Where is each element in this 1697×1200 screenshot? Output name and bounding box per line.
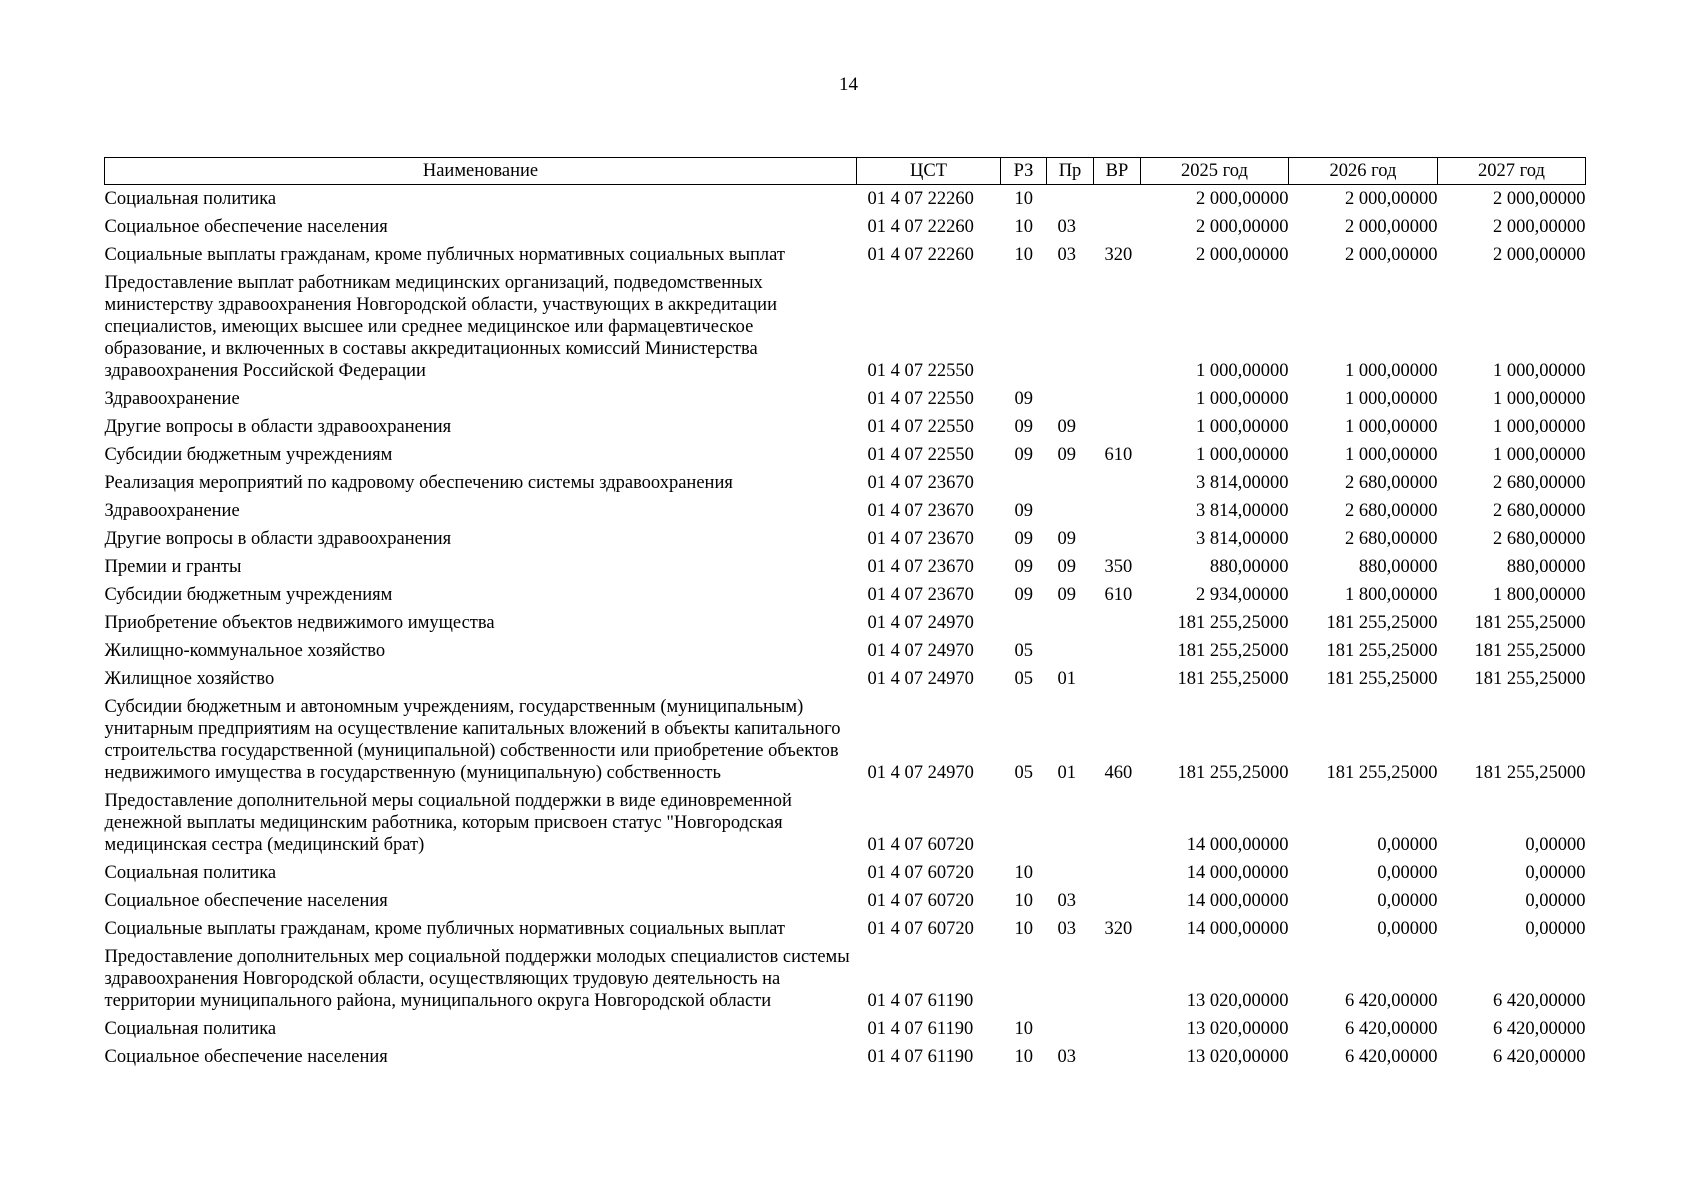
- cell-2027: 6 420,00000: [1493, 1047, 1586, 1067]
- cell-2025: 1 000,00000: [1196, 361, 1289, 381]
- cell-2026: 1 000,00000: [1345, 445, 1438, 465]
- cell-2025: 14 000,00000: [1186, 891, 1289, 911]
- cell-rz: 09: [1014, 501, 1033, 521]
- cell-name: Субсидии бюджетным учреждениям: [104, 445, 393, 465]
- page-number: 14: [839, 74, 858, 95]
- cell-cst: 01 4 07 60720: [867, 891, 974, 911]
- cell-2027: 0,00000: [1525, 919, 1586, 939]
- cell-pr: [1047, 637, 1094, 665]
- cell-vr: 320: [1104, 245, 1133, 265]
- cell-2026: 181 255,25000: [1326, 641, 1438, 661]
- cell-rz: 10: [1014, 863, 1033, 883]
- cell-rz: 10: [1014, 217, 1033, 237]
- cell-name: Жилищно-коммунальное хозяйство: [104, 641, 386, 661]
- cell-2026: 1 000,00000: [1345, 389, 1438, 409]
- cell-pr: 09: [1057, 529, 1076, 549]
- cell-cst: 01 4 07 23670: [867, 473, 974, 493]
- table-row: [105, 469, 1586, 497]
- cell-name: Социальные выплаты гражданам, кроме публичных нормативных социальных выплат: [104, 245, 785, 265]
- cell-name: Жилищное хозяйство: [104, 669, 275, 689]
- header-row: [105, 158, 1586, 185]
- cell-cst: 01 4 07 23670: [867, 529, 974, 549]
- cell-cst: 01 4 07 60720: [867, 863, 974, 883]
- cell-rz: 10: [1014, 919, 1033, 939]
- cell-rz: 09: [1014, 445, 1033, 465]
- cell-2027: 181 255,25000: [1474, 669, 1586, 689]
- table-body: [105, 185, 1586, 1072]
- cell-name: Социальная политика: [104, 189, 277, 209]
- cell-2026: 2 680,00000: [1345, 529, 1438, 549]
- cell-cst: 01 4 07 23670: [867, 585, 974, 605]
- cell-pr: [1047, 497, 1094, 525]
- cell-2025: 3 814,00000: [1196, 473, 1289, 493]
- cell-2025: 3 814,00000: [1196, 529, 1289, 549]
- cell-2025: 2 000,00000: [1196, 245, 1289, 265]
- cell-2027: 2 680,00000: [1493, 501, 1586, 521]
- cell-cst: 01 4 07 23670: [867, 501, 974, 521]
- cell-2025: 14 000,00000: [1186, 863, 1289, 883]
- cell-pr: 09: [1057, 445, 1076, 465]
- table-row: [105, 185, 1586, 214]
- cell-2026: 0,00000: [1377, 891, 1438, 911]
- cell-rz: 05: [1014, 669, 1033, 689]
- table-row: [105, 413, 1586, 441]
- cell-pr: [1047, 1015, 1094, 1043]
- cell-2025: 14 000,00000: [1186, 835, 1289, 855]
- cell-vr: [1094, 943, 1141, 1015]
- cell-vr: [1094, 1043, 1141, 1071]
- cell-rz: 10: [1014, 1047, 1033, 1067]
- cell-vr: [1094, 213, 1141, 241]
- cell-name: Реализация мероприятий по кадровому обеспечению системы здравоохранения: [104, 473, 733, 493]
- table-row: [105, 497, 1586, 525]
- cell-rz: 09: [1014, 585, 1033, 605]
- cell-vr: [1094, 787, 1141, 859]
- cell-2025: 1 000,00000: [1196, 417, 1289, 437]
- table-row: [105, 609, 1586, 637]
- cell-rz: [1001, 609, 1047, 637]
- cell-2026: 6 420,00000: [1345, 991, 1438, 1011]
- cell-name: Премии и гранты: [104, 557, 242, 577]
- cell-2027: 1 000,00000: [1493, 361, 1586, 381]
- cell-cst: 01 4 07 22260: [867, 245, 974, 265]
- cell-pr: 01: [1057, 763, 1076, 783]
- cell-2026: 1 000,00000: [1345, 361, 1438, 381]
- cell-vr: 460: [1104, 763, 1133, 783]
- cell-cst: 01 4 07 22550: [867, 417, 974, 437]
- cell-2027: 181 255,25000: [1474, 613, 1586, 633]
- cell-pr: [1047, 787, 1094, 859]
- cell-2025: 13 020,00000: [1186, 1019, 1289, 1039]
- cell-cst: 01 4 07 22550: [867, 445, 974, 465]
- table-row: [105, 887, 1586, 915]
- cell-cst: 01 4 07 23670: [867, 557, 974, 577]
- cell-name: Социальное обеспечение населения: [104, 217, 388, 237]
- cell-pr: [1047, 185, 1094, 214]
- cell-2027: 2 680,00000: [1493, 473, 1586, 493]
- cell-rz: 09: [1014, 417, 1033, 437]
- cell-name: Социальное обеспечение населения: [104, 1047, 388, 1067]
- cell-rz: [1001, 269, 1047, 385]
- cell-vr: 610: [1104, 585, 1133, 605]
- cell-2025: 1 000,00000: [1196, 445, 1289, 465]
- cell-pr: 01: [1057, 669, 1076, 689]
- table-row: [105, 665, 1586, 693]
- budget-table: [104, 157, 1586, 1071]
- cell-2027: 1 800,00000: [1493, 585, 1586, 605]
- cell-2026: 6 420,00000: [1345, 1019, 1438, 1039]
- cell-2027: 181 255,25000: [1474, 763, 1586, 783]
- cell-pr: 03: [1057, 245, 1076, 265]
- table-row: [105, 269, 1586, 385]
- cell-2026: 880,00000: [1358, 557, 1438, 577]
- cell-vr: 350: [1104, 557, 1133, 577]
- cell-cst: 01 4 07 61190: [867, 1047, 974, 1067]
- cell-2026: 0,00000: [1377, 835, 1438, 855]
- header-pr: Пр: [1047, 158, 1094, 185]
- table-row: [105, 581, 1586, 609]
- cell-2025: 181 255,25000: [1177, 763, 1289, 783]
- cell-pr: 03: [1057, 1047, 1076, 1067]
- table-row: [105, 1015, 1586, 1043]
- cell-pr: [1047, 385, 1094, 413]
- cell-vr: [1094, 269, 1141, 385]
- cell-name: Предоставление дополнительных мер социальной поддержки молодых специалистов системы здравоохранения Новгородской области, осуществляющих трудовую деятельность на территории муниципального района, муниципального округа Новгородской области: [104, 947, 850, 1011]
- table-row: [105, 787, 1586, 859]
- table-row: [105, 241, 1586, 269]
- cell-pr: [1047, 269, 1094, 385]
- cell-2025: 13 020,00000: [1186, 1047, 1289, 1067]
- cell-rz: [1001, 787, 1047, 859]
- header-2027: 2027 год: [1438, 158, 1586, 185]
- cell-2026: 181 255,25000: [1326, 669, 1438, 689]
- cell-2025: 181 255,25000: [1177, 641, 1289, 661]
- cell-2026: 0,00000: [1377, 863, 1438, 883]
- cell-cst: 01 4 07 22260: [867, 189, 974, 209]
- table-row: [105, 1043, 1586, 1071]
- cell-pr: [1047, 943, 1094, 1015]
- cell-2027: 880,00000: [1506, 557, 1586, 577]
- cell-name: Предоставление выплат работникам медицинских организаций, подведомственных министерству здравоохранения Новгородской области, участвующих в аккредитации специалистов, имеющих высшее или среднее медицинское или фармацевтическое образование, и включенных в составы аккредитационных комиссий Министерства здравоохранения Российской Федерации: [104, 273, 777, 381]
- cell-2026: 1 000,00000: [1345, 417, 1438, 437]
- cell-cst: 01 4 07 61190: [867, 1019, 974, 1039]
- cell-pr: 09: [1057, 557, 1076, 577]
- header-2026: 2026 год: [1289, 158, 1438, 185]
- cell-cst: 01 4 07 24970: [867, 763, 974, 783]
- cell-2027: 0,00000: [1525, 835, 1586, 855]
- cell-2026: 1 800,00000: [1345, 585, 1438, 605]
- table-row: [105, 441, 1586, 469]
- cell-2026: 6 420,00000: [1345, 1047, 1438, 1067]
- cell-rz: 05: [1014, 641, 1033, 661]
- cell-name: Здравоохранение: [104, 501, 240, 521]
- cell-rz: [1001, 943, 1047, 1015]
- cell-rz: 09: [1014, 557, 1033, 577]
- cell-rz: 10: [1014, 245, 1033, 265]
- cell-2027: 0,00000: [1525, 891, 1586, 911]
- cell-2026: 2 680,00000: [1345, 501, 1438, 521]
- cell-cst: 01 4 07 24970: [867, 641, 974, 661]
- cell-2026: 181 255,25000: [1326, 613, 1438, 633]
- cell-2027: 1 000,00000: [1493, 389, 1586, 409]
- cell-rz: 10: [1014, 891, 1033, 911]
- cell-2025: 13 020,00000: [1186, 991, 1289, 1011]
- cell-pr: [1047, 609, 1094, 637]
- cell-cst: 01 4 07 24970: [867, 613, 974, 633]
- cell-pr: 03: [1057, 919, 1076, 939]
- table-row: [105, 385, 1586, 413]
- cell-2027: 6 420,00000: [1493, 991, 1586, 1011]
- cell-vr: 610: [1104, 445, 1133, 465]
- cell-2025: 14 000,00000: [1186, 919, 1289, 939]
- cell-vr: 320: [1104, 919, 1133, 939]
- cell-name: Субсидии бюджетным и автономным учреждениям, государственным (муниципальным) унитарным предприятиям на осуществление капитальных вложений в объекты капитального строительства государственной (муниципальной) собственности или приобретение объектов недвижимого имущества в государственную (муниципальную) собственность: [104, 697, 841, 783]
- table-row: [105, 553, 1586, 581]
- header-vr: ВР: [1094, 158, 1141, 185]
- cell-name: Другие вопросы в области здравоохранения: [104, 417, 452, 437]
- cell-rz: 09: [1014, 529, 1033, 549]
- cell-2025: 3 814,00000: [1196, 501, 1289, 521]
- cell-2026: 2 000,00000: [1345, 245, 1438, 265]
- cell-2027: 2 680,00000: [1493, 529, 1586, 549]
- cell-cst: 01 4 07 61190: [867, 991, 974, 1011]
- table-row: [105, 213, 1586, 241]
- cell-2025: 2 000,00000: [1196, 189, 1289, 209]
- cell-2026: 2 680,00000: [1345, 473, 1438, 493]
- cell-2026: 2 000,00000: [1345, 189, 1438, 209]
- cell-vr: [1094, 185, 1141, 214]
- cell-2026: 181 255,25000: [1326, 763, 1438, 783]
- cell-cst: 01 4 07 60720: [867, 835, 974, 855]
- cell-vr: [1094, 609, 1141, 637]
- cell-name: Социальное обеспечение населения: [104, 891, 388, 911]
- cell-vr: [1094, 469, 1141, 497]
- cell-name: Социальная политика: [104, 863, 277, 883]
- cell-2026: 2 000,00000: [1345, 217, 1438, 237]
- cell-2025: 181 255,25000: [1177, 613, 1289, 633]
- cell-2027: 1 000,00000: [1493, 445, 1586, 465]
- header-2025: 2025 год: [1141, 158, 1289, 185]
- cell-pr: [1047, 859, 1094, 887]
- cell-name: Социальная политика: [104, 1019, 277, 1039]
- cell-vr: [1094, 637, 1141, 665]
- table-row: [105, 859, 1586, 887]
- cell-2025: 181 255,25000: [1177, 669, 1289, 689]
- cell-vr: [1094, 859, 1141, 887]
- cell-pr: 09: [1057, 417, 1076, 437]
- cell-2027: 181 255,25000: [1474, 641, 1586, 661]
- cell-2027: 6 420,00000: [1493, 1019, 1586, 1039]
- cell-rz: 10: [1014, 1019, 1033, 1039]
- cell-vr: [1094, 413, 1141, 441]
- header-rz: РЗ: [1001, 158, 1047, 185]
- table-header: [105, 158, 1586, 185]
- cell-2027: 1 000,00000: [1493, 417, 1586, 437]
- cell-2025: 2 934,00000: [1196, 585, 1289, 605]
- cell-2027: 0,00000: [1525, 863, 1586, 883]
- cell-name: Другие вопросы в области здравоохранения: [104, 529, 452, 549]
- cell-cst: 01 4 07 22550: [867, 361, 974, 381]
- cell-2027: 2 000,00000: [1493, 189, 1586, 209]
- cell-rz: 10: [1014, 189, 1033, 209]
- cell-vr: [1094, 525, 1141, 553]
- cell-cst: 01 4 07 22260: [867, 217, 974, 237]
- cell-pr: [1047, 469, 1094, 497]
- header-cst: ЦСТ: [857, 158, 1001, 185]
- cell-2025: 2 000,00000: [1196, 217, 1289, 237]
- table-row: [105, 943, 1586, 1015]
- cell-2027: 2 000,00000: [1493, 245, 1586, 265]
- header-name: Наименование: [105, 158, 857, 185]
- cell-name: Социальные выплаты гражданам, кроме публичных нормативных социальных выплат: [104, 919, 785, 939]
- table-row: [105, 637, 1586, 665]
- cell-rz: 09: [1014, 389, 1033, 409]
- cell-rz: 05: [1014, 763, 1033, 783]
- cell-cst: 01 4 07 22550: [867, 389, 974, 409]
- cell-vr: [1094, 665, 1141, 693]
- cell-pr: 03: [1057, 891, 1076, 911]
- cell-2027: 2 000,00000: [1493, 217, 1586, 237]
- cell-2025: 880,00000: [1209, 557, 1289, 577]
- cell-name: Предоставление дополнительной меры социальной поддержки в виде единовременной денежной выплаты медицинским работника, которым присвоен статус "Новгородская медицинская сестра (медицинский брат): [104, 791, 792, 855]
- cell-cst: 01 4 07 24970: [867, 669, 974, 689]
- table-row: [105, 915, 1586, 943]
- cell-vr: [1094, 385, 1141, 413]
- cell-name: Приобретение объектов недвижимого имущества: [104, 613, 495, 633]
- cell-vr: [1094, 1015, 1141, 1043]
- cell-name: Здравоохранение: [104, 389, 240, 409]
- table-row: [105, 525, 1586, 553]
- cell-pr: 09: [1057, 585, 1076, 605]
- cell-rz: [1001, 469, 1047, 497]
- cell-pr: 03: [1057, 217, 1076, 237]
- cell-2026: 0,00000: [1377, 919, 1438, 939]
- cell-vr: [1094, 887, 1141, 915]
- table-row: [105, 693, 1586, 787]
- cell-name: Субсидии бюджетным учреждениям: [104, 585, 393, 605]
- cell-2025: 1 000,00000: [1196, 389, 1289, 409]
- cell-vr: [1094, 497, 1141, 525]
- cell-cst: 01 4 07 60720: [867, 919, 974, 939]
